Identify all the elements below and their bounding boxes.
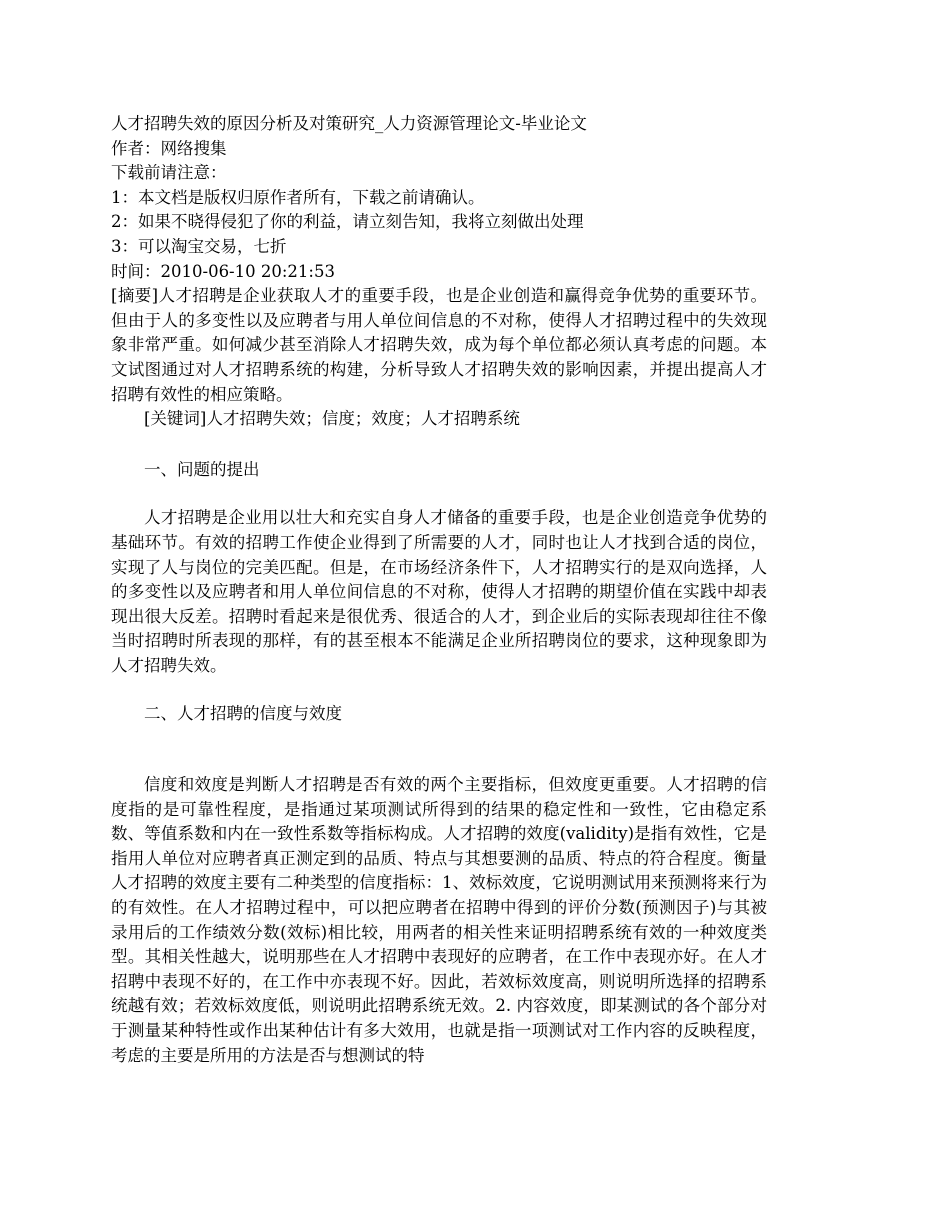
section-1-body: 人才招聘是企业用以壮大和充实自身人才储备的重要手段，也是企业创造竞争优势的基础环节。有效的招聘工作使企业得到了所需要的人才，同时也让人才找到合适的岗位，实现了人与岗位的完美匹配。但是，在市场经济条件下，人才招聘实行的是双向选择，人的多变性以及应聘者和用人单位间信息的不对称，使得人才招聘的期望价值在实践中却表现出很大反差。招聘时看起来是很优秀、很适合的人才，到企业后的实际表现却往往不像当时招聘时所表现的那样，有的甚至根本不能满足企业所招聘岗位的要求，这种现象即为人才招聘失效。 xyxy=(111,508,767,675)
keywords-paragraph: [关键词]人才招聘失效；信度；效度；人才招聘系统 xyxy=(144,409,520,429)
abstract-paragraph: [摘要]人才招聘是企业获取人才的重要手段，也是企业创造和赢得竞争优势的重要环节。但由于人的多变性以及应聘者与用人单位间信息的不对称，使得人才招聘过程中的失效现象非常严重。如何减少甚至消除人才招聘失效，成为每个单位都必须认真考虑的问题。本文试图通过对人才招聘系统的构建，分析导致人才招聘失效的影响因素，并提出提高人才招聘有效性的相应策略。 xyxy=(111,286,767,404)
notice-item-3: 3：可以淘宝交易，七折 xyxy=(111,236,287,256)
section-1-heading: 一、问题的提出 xyxy=(144,459,260,479)
notice-item-1: 1：本文档是版权归原作者所有，下载之前请确认。 xyxy=(111,187,485,207)
document-page xyxy=(111,112,767,1068)
section-2-heading: 二、人才招聘的信度与效度 xyxy=(144,704,342,724)
document-title: 人才招聘失效的原因分析及对策研究_人力资源管理论文-毕业论文 xyxy=(111,114,587,133)
timestamp-line: 时间：2010-06-10 20:21:53 xyxy=(111,261,335,281)
notice-item-2: 2：如果不晓得侵犯了你的利益，请立刻告知，我将立刻做出处理 xyxy=(111,212,584,232)
author-line: 作者：网络搜集 xyxy=(111,138,227,158)
section-2-body: 信度和效度是判断人才招聘是否有效的两个主要指标，但效度更重要。人才招聘的信度指的是可靠性程度，是指通过某项测试所得到的结果的稳定性和一致性，它由稳定系数、等值系数和内在一致性系数等指标构成。人才招聘的效度(validity)是指有效性，它是指用人单位对应聘者真正测定到的品质、特点与其想要测的品质、特点的符合程度。衡量人才招聘的效度主要有二种类型的信度指标：1、效标效度，它说明测试用来预测将来行为的有效性。在人才招聘过程中，可以把应聘者在招聘中得到的评价分数(预测因子)与其被录用后的工作绩效分数(效标)相比较，用两者的相关性来证明招聘系统有效的一种效度类型。其相关性越大，说明那些在人才招聘中表现好的应聘者，在工作中表现亦好。在人才招聘中表现不好的，在工作中亦表现不好。因此，若效标效度高，则说明所选择的招聘系统越有效；若效标效度低，则说明此招聘系统无效。2. 内容效度，即某测试的各个部分对于测量某种特性或作出某种估计有多大效用，也就是指一项测试对工作内容的反映程度，考虑的主要是所用的方法是否与想测试的特 xyxy=(111,775,767,1065)
notice-heading: 下载前请注意： xyxy=(111,163,227,183)
